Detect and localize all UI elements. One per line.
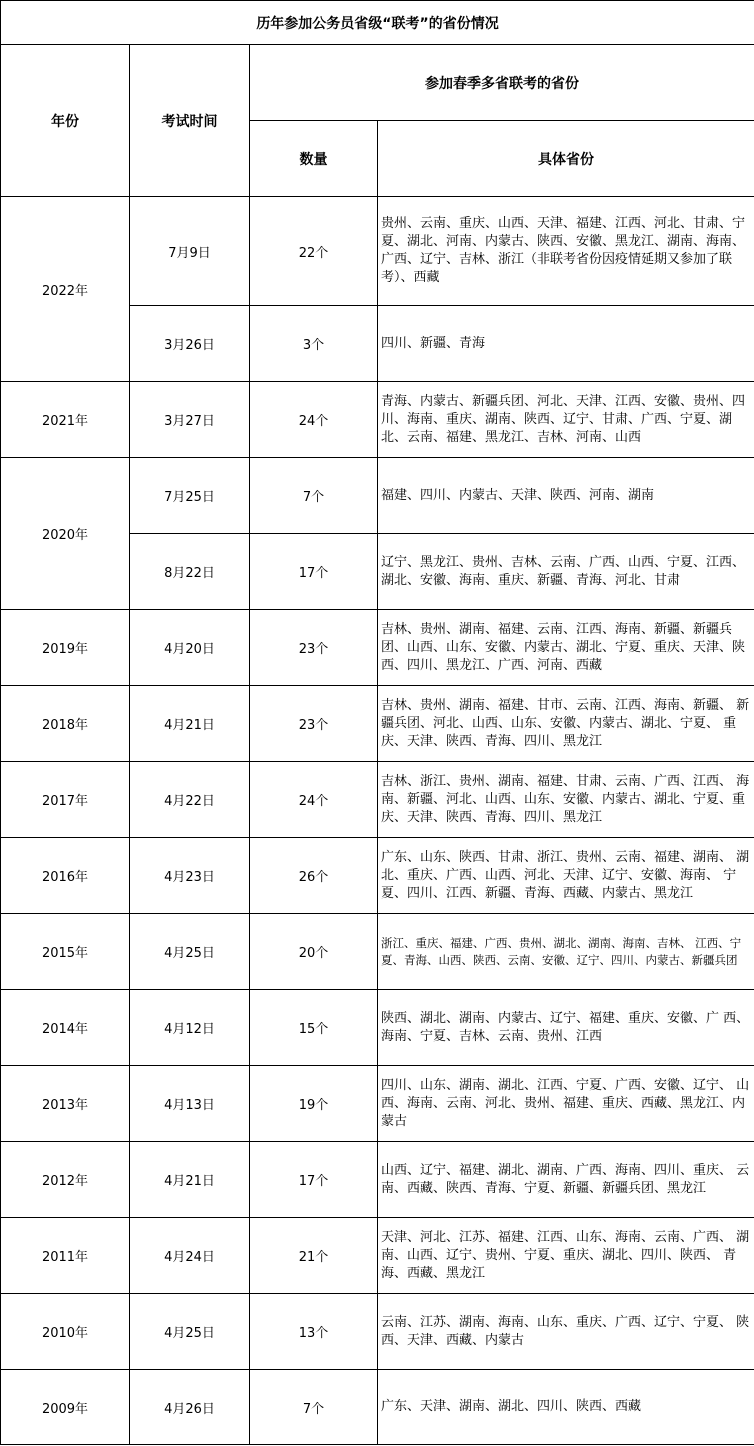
table-row bbox=[1, 197, 754, 306]
table-title: 历年参加公务员省级“联考”的省份情况 bbox=[1, 1, 754, 45]
year-cell: 2021年 bbox=[1, 382, 130, 458]
time-cell: 4月20日 bbox=[130, 610, 250, 686]
table-row bbox=[1, 1294, 754, 1370]
provinces-cell: 广东、山东、陕西、甘肃、浙江、贵州、云南、福建、湖南、 湖北、重庆、广西、山西、河北、天津、辽宁、安徽、海南、 宁夏、四川、江西、新疆、青海、西藏、内蒙古、黑龙江 bbox=[378, 838, 754, 914]
provinces-cell: 四川、山东、湖南、湖北、江西、宁夏、广西、安徽、辽宁、 山西、海南、云南、河北、贵州、福建、重庆、西藏、黑龙江、内蒙古 bbox=[378, 1066, 754, 1142]
time-cell: 4月22日 bbox=[130, 762, 250, 838]
year-cell: 2017年 bbox=[1, 762, 130, 838]
count-cell: 19个 bbox=[250, 1066, 378, 1142]
table-row bbox=[1, 1218, 754, 1294]
count-cell: 26个 bbox=[250, 838, 378, 914]
provinces-cell: 吉林、贵州、湖南、福建、甘市、云南、江西、海南、新疆、 新疆兵团、河北、山西、山东、安徽、内蒙古、湖北、宁夏、 重庆、天津、陕西、青海、四川、黑龙江 bbox=[378, 686, 754, 762]
year-cell: 2009年 bbox=[1, 1370, 130, 1445]
year-cell: 2014年 bbox=[1, 990, 130, 1066]
time-cell: 3月26日 bbox=[130, 306, 250, 382]
year-cell: 2020年 bbox=[1, 458, 130, 610]
count-cell: 15个 bbox=[250, 990, 378, 1066]
header-provinces: 具体省份 bbox=[378, 121, 754, 197]
table-row bbox=[1, 990, 754, 1066]
count-cell: 7个 bbox=[250, 1370, 378, 1445]
count-cell: 7个 bbox=[250, 458, 378, 534]
year-cell: 2012年 bbox=[1, 1142, 130, 1218]
table-row bbox=[1, 1066, 754, 1142]
time-cell: 4月21日 bbox=[130, 686, 250, 762]
time-cell: 7月9日 bbox=[130, 197, 250, 306]
count-cell: 23个 bbox=[250, 610, 378, 686]
time-cell: 4月12日 bbox=[130, 990, 250, 1066]
year-cell: 2011年 bbox=[1, 1218, 130, 1294]
provinces-cell: 陕西、湖北、湖南、内蒙古、辽宁、福建、重庆、安徽、广 西、海南、宁夏、吉林、云南、贵州、江西 bbox=[378, 990, 754, 1066]
count-cell: 24个 bbox=[250, 762, 378, 838]
year-cell: 2015年 bbox=[1, 914, 130, 990]
time-cell: 4月25日 bbox=[130, 1294, 250, 1370]
provinces-cell: 天津、河北、江苏、福建、江西、山东、海南、云南、广西、 湖南、山西、辽宁、贵州、宁夏、重庆、湖北、四川、陕西、 青海、西藏、黑龙江 bbox=[378, 1218, 754, 1294]
count-cell: 17个 bbox=[250, 1142, 378, 1218]
time-cell: 4月25日 bbox=[130, 914, 250, 990]
year-cell: 2018年 bbox=[1, 686, 130, 762]
time-cell: 7月25日 bbox=[130, 458, 250, 534]
provinces-cell: 四川、新疆、青海 bbox=[378, 306, 754, 382]
table-row bbox=[1, 458, 754, 534]
count-cell: 17个 bbox=[250, 534, 378, 610]
provinces-cell: 广东、天津、湖南、湖北、四川、陕西、西藏 bbox=[378, 1370, 754, 1445]
provinces-cell: 辽宁、黑龙江、贵州、吉林、云南、广西、山西、宁夏、江西、湖北、安徽、海南、重庆、新疆、青海、河北、甘肃 bbox=[378, 534, 754, 610]
header-exam-time: 考试时间 bbox=[130, 45, 250, 197]
provinces-cell: 吉林、贵州、湖南、福建、云南、江西、海南、新疆、新疆兵团、山西、山东、安徽、内蒙古、湖北、宁夏、重庆、天津、陕西、四川、黑龙江、广西、河南、西藏 bbox=[378, 610, 754, 686]
table-row bbox=[1, 1370, 754, 1445]
table-row bbox=[1, 914, 754, 990]
header-year: 年份 bbox=[1, 45, 130, 197]
table-row bbox=[1, 838, 754, 914]
time-cell: 4月26日 bbox=[130, 1370, 250, 1445]
time-cell: 3月27日 bbox=[130, 382, 250, 458]
year-cell: 2013年 bbox=[1, 1066, 130, 1142]
provinces-cell: 吉林、浙江、贵州、湖南、福建、甘肃、云南、广西、江西、 海南、新疆、河北、山西、山东、安徽、内蒙古、湖北、宁夏、重庆、天津、陕西、青海、四川、黑龙江 bbox=[378, 762, 754, 838]
time-cell: 8月22日 bbox=[130, 534, 250, 610]
table-row bbox=[1, 1142, 754, 1218]
provinces-cell: 福建、四川、内蒙古、天津、陕西、河南、湖南 bbox=[378, 458, 754, 534]
year-cell: 2016年 bbox=[1, 838, 130, 914]
provinces-cell: 浙江、重庆、福建、广西、贵州、湖北、湖南、海南、吉林、 江西、宁夏、青海、山西、陕西、云南、安徽、辽宁、四川、内蒙古、新疆兵团 bbox=[378, 914, 754, 990]
time-cell: 4月24日 bbox=[130, 1218, 250, 1294]
count-cell: 3个 bbox=[250, 306, 378, 382]
time-cell: 4月23日 bbox=[130, 838, 250, 914]
year-cell: 2010年 bbox=[1, 1294, 130, 1370]
year-cell: 2022年 bbox=[1, 197, 130, 382]
header-group: 参加春季多省联考的省份 bbox=[250, 45, 754, 121]
time-cell: 4月21日 bbox=[130, 1142, 250, 1218]
year-cell: 2019年 bbox=[1, 610, 130, 686]
count-cell: 20个 bbox=[250, 914, 378, 990]
count-cell: 23个 bbox=[250, 686, 378, 762]
table-row bbox=[1, 686, 754, 762]
provinces-cell: 山西、辽宁、福建、湖北、湖南、广西、海南、四川、重庆、 云南、西藏、陕西、青海、宁夏、新疆、新疆兵团、黑龙江 bbox=[378, 1142, 754, 1218]
provinces-cell: 贵州、云南、重庆、山西、天津、福建、江西、河北、甘肃、宁夏、湖北、河南、内蒙古、陕西、安徽、黑龙江、湖南、海南、广西、辽宁、吉林、浙江（非联考省份因疫情延期又参加了联考）、西藏 bbox=[378, 197, 754, 306]
table-row bbox=[1, 610, 754, 686]
table-row bbox=[1, 762, 754, 838]
count-cell: 21个 bbox=[250, 1218, 378, 1294]
count-cell: 22个 bbox=[250, 197, 378, 306]
time-cell: 4月13日 bbox=[130, 1066, 250, 1142]
provinces-cell: 青海、内蒙古、新疆兵团、河北、天津、江西、安徽、贵州、四川、海南、重庆、湖南、陕西、辽宁、甘肃、广西、宁夏、湖北、云南、福建、黑龙江、吉林、河南、山西 bbox=[378, 382, 754, 458]
header-count: 数量 bbox=[250, 121, 378, 197]
table-row bbox=[1, 382, 754, 458]
provinces-cell: 云南、江苏、湖南、海南、山东、重庆、广西、辽宁、宁夏、 陕西、天津、西藏、内蒙古 bbox=[378, 1294, 754, 1370]
count-cell: 13个 bbox=[250, 1294, 378, 1370]
count-cell: 24个 bbox=[250, 382, 378, 458]
